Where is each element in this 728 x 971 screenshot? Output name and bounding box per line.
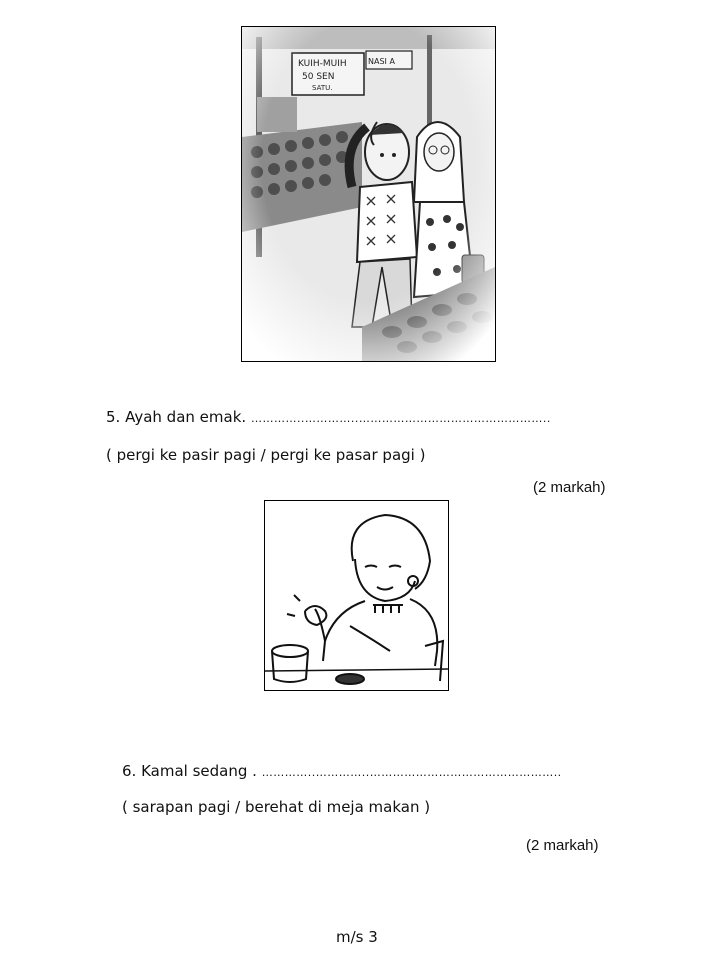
question-6-options: ( sarapan pagi / berehat di meja makan ) xyxy=(122,798,431,816)
boy-eating-illustration xyxy=(264,500,449,691)
question-5-number: 5. xyxy=(106,408,121,426)
question-5-marks: (2 markah) xyxy=(533,479,606,496)
page-number: m/s 3 xyxy=(336,928,378,946)
question-5-options: ( pergi ke pasir pagi / pergi ke pasar pagi ) xyxy=(106,446,426,464)
question-6-line xyxy=(122,762,562,780)
market-illustration xyxy=(241,26,496,362)
question-6-blank: …………..…………..………………………………………….. xyxy=(261,766,562,779)
question-6-number: 6. xyxy=(122,762,137,780)
question-5-stem: Ayah dan emak. xyxy=(125,408,247,426)
question-5-blank: …………..…………..………………………………………….. xyxy=(250,412,551,425)
question-5-line xyxy=(106,408,551,426)
question-6-stem: Kamal sedang . xyxy=(141,762,257,780)
question-6-marks: (2 markah) xyxy=(526,837,599,854)
